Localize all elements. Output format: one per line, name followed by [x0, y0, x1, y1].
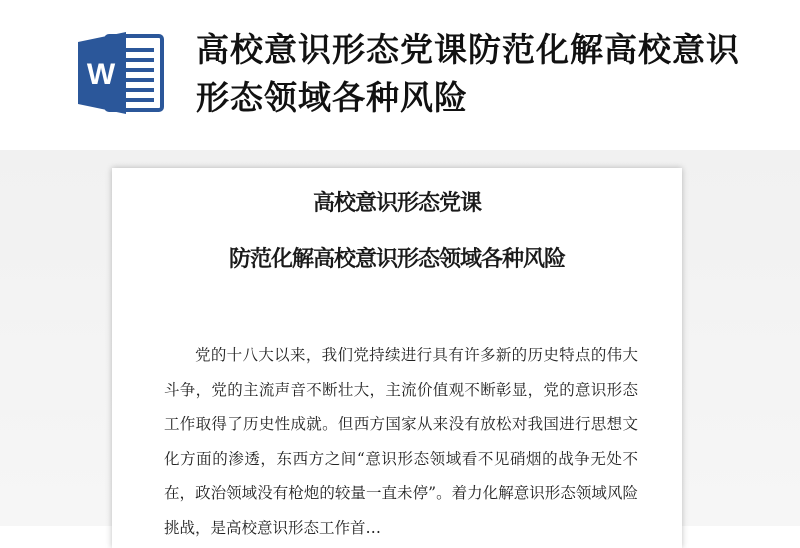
- document-title-line-1: 高校意识形态党课: [312, 191, 481, 216]
- word-document-icon: [76, 30, 166, 116]
- document-title-line-2: 防范化解高校意识形态领域各种风险: [228, 247, 565, 272]
- page-header: [0, 0, 800, 150]
- word-icon-letter: W: [86, 58, 116, 91]
- document-paragraph: 党的十八大以来，我们党持续进行具有许多新的历史特点的伟大斗争，党的主流声音不断壮大，主流价值观不断彰显，党的意识形态工作取得了历史性成就。但西方国家从来没有放松对我国进行思想文化方面的渗透，东西方之间“意识形态领域看不见硝烟的战争无处不在，政治领域没有枪炮的较量一直未停”。着力化解意识形态领域风险挑战，是高校意识形态工作首…: [164, 346, 638, 537]
- document-page: [112, 168, 682, 548]
- page-title: 高校意识形态党课防范化解高校意识形态领域各种风险: [196, 30, 740, 117]
